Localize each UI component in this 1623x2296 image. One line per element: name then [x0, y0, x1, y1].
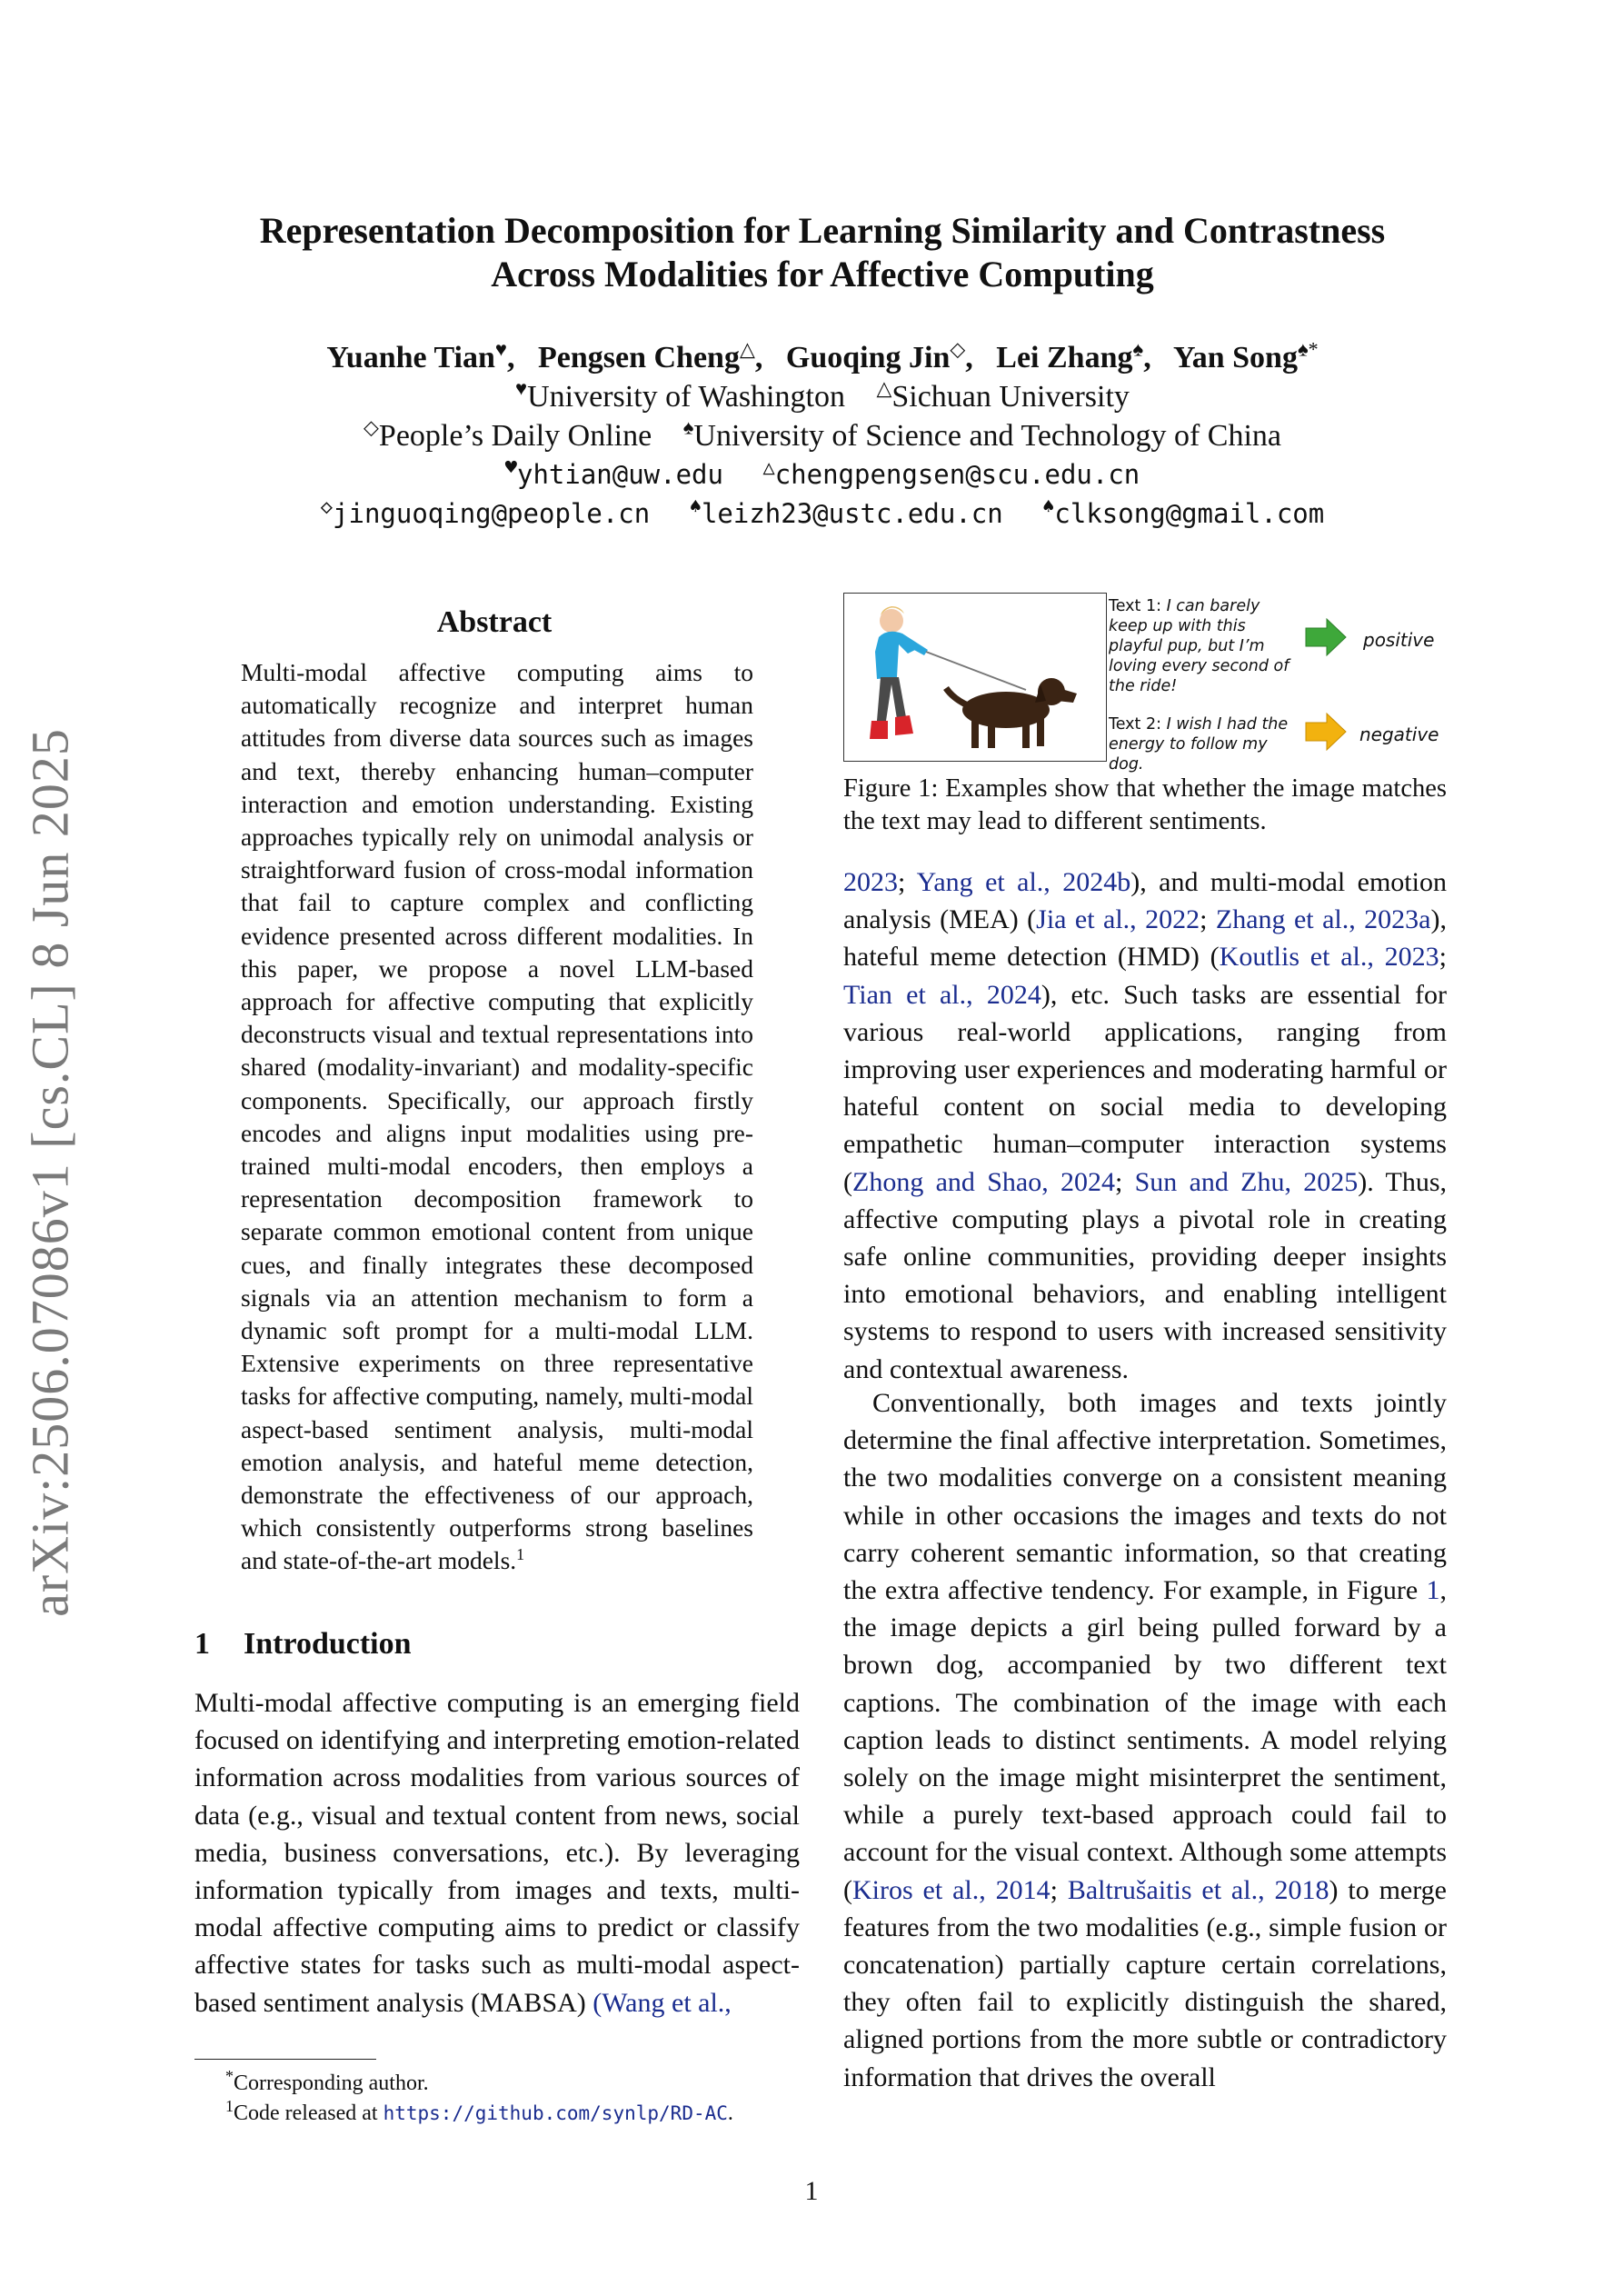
affiliation-row	[136, 377, 1508, 416]
author-name: Guoqing Jin	[785, 341, 951, 374]
paragraph-text: ), etc. Such tasks are essential for various real-world applications, ranging from improving user experiences and moderating harmful or hateful content on social media to developing empathetic human–computer interaction systems (	[843, 979, 1447, 1197]
citation-link[interactable]: Zhang et al., 2023a	[1215, 904, 1431, 935]
abstract-heading: Abstract	[436, 605, 553, 639]
affiliation-mark: ♠	[1042, 495, 1055, 519]
citation-link[interactable]: Koutlis et al., 2023	[1219, 942, 1439, 973]
author-block	[136, 338, 1508, 534]
affiliation: University of Washington	[527, 380, 845, 414]
citation-link[interactable]: Zhong and Shao, 2024	[852, 1166, 1115, 1197]
text-quote: I wish I had the energy to follow my dog.	[1109, 715, 1289, 774]
footnote-marker: *	[225, 2067, 234, 2085]
paragraph-text: ;	[1114, 1166, 1135, 1197]
paragraph-text: ), and multi-modal emotion analysis (MEA) (	[843, 867, 1447, 935]
text-label: Text 2:	[1109, 715, 1167, 734]
title-line-1: Representation Decomposition for Learning Similarity and Contrastness	[259, 210, 1386, 251]
paragraph-text: ) to merge features from the two modalities (e.g., simple fusion or concatenation) partially capture certain correlations, they often fail to explicitly distinguish the shared, aligned portions from the more subtle or contradictory information that drives the overall	[843, 1874, 1447, 2092]
affiliation-mark: ◇	[950, 337, 966, 361]
footnotes	[194, 2069, 812, 2129]
girl-dog-illustration	[844, 594, 1107, 762]
email-row	[136, 494, 1508, 534]
arxiv-identifier-text: arXiv:2506.07086v1 [cs.CL] 8 Jun 2025	[20, 728, 80, 1617]
citation-link[interactable]: Sun and Zhu, 2025	[1134, 1166, 1359, 1197]
email-row	[136, 455, 1508, 494]
paragraph-text: ;	[1200, 904, 1216, 935]
arxiv-identifier-stamp	[18, 691, 82, 1654]
paragraph-text: Multi-modal affective computing is an emerging field focused on identifying and interpreting emotion-related information across modalities from various sources of data (e.g., visual and textual content from news, social media, business conversations, etc.). By leveraging information typically from images and texts, multi-modal affective computing aims to predict or classify affective states for tasks such as multi-modal aspect-based sentiment analysis (MABSA)	[194, 1688, 800, 2018]
email: jinguoqing@people.cn	[333, 498, 651, 529]
author-name: Pengsen Cheng	[537, 341, 740, 374]
citation-link[interactable]: 1	[1426, 1575, 1440, 1606]
affiliation-mark: ♥	[504, 456, 517, 480]
email: chengpengsen@scu.edu.cn	[774, 459, 1140, 490]
paragraph-text: ;	[898, 867, 917, 897]
citation-link[interactable]: Jia et al., 2022	[1036, 904, 1200, 935]
intro-paragraph	[194, 1684, 800, 2021]
footnote-marker: 1	[516, 1545, 525, 1564]
citation-link[interactable]: Yang et al., 2024b	[916, 867, 1131, 897]
affiliation: People’s Daily Online	[378, 419, 652, 453]
paragraph-text: ), hateful meme detection (HMD) (	[843, 904, 1447, 973]
text-label: Text 1:	[1109, 597, 1167, 615]
figure-1	[843, 593, 1450, 774]
footnote-text: Corresponding author.	[234, 2071, 429, 2095]
affiliation-mark: ♥	[494, 337, 507, 361]
affiliation: Sichuan University	[891, 380, 1130, 414]
girl-walking-dog-image	[843, 593, 1107, 762]
figure-text-1	[1109, 596, 1298, 696]
section-heading-introduction	[194, 1627, 412, 1662]
negative-label: negative	[1359, 724, 1439, 745]
affiliation-row	[136, 416, 1508, 455]
author-name: Yan Song	[1172, 341, 1298, 374]
footnote-period: .	[727, 2101, 733, 2125]
citation-link[interactable]: (Wang et al.,	[592, 1987, 732, 2018]
affiliation-mark: △	[762, 456, 775, 480]
author-names: Yuanhe Tian♥, Pengsen Cheng△, Guoqing Jin◇, Lei Zhang♠, Yan Song♠*	[326, 337, 1319, 374]
affiliation-mark: △	[739, 337, 755, 361]
footnote-text: Code released at	[234, 2101, 383, 2125]
email: yhtian@uw.edu	[516, 459, 723, 490]
footnote-corresponding	[194, 2069, 812, 2099]
affiliation-mark: ♥	[515, 376, 528, 400]
paragraph-text: ;	[1050, 1874, 1068, 1905]
citation-link[interactable]: Baltrušaitis et al., 2018	[1067, 1874, 1329, 1905]
yellow-arrow-icon	[1305, 713, 1347, 751]
positive-label: positive	[1363, 629, 1435, 651]
affiliation-mark: ♠	[1132, 337, 1144, 361]
citation-link[interactable]: Kiros et al., 2014	[852, 1874, 1050, 1905]
paper-title	[136, 209, 1508, 296]
author-name: Lei Zhang	[996, 341, 1133, 374]
section-number: 1	[194, 1627, 210, 1661]
email: clksong@gmail.com	[1054, 498, 1325, 529]
text-quote: I can barely keep up with this playful pup, but I’m loving every second of the ride!	[1109, 597, 1289, 695]
right-column-paragraph-2	[843, 1384, 1447, 2096]
code-url-link[interactable]: https://github.com/synlp/RD-AC	[383, 2102, 728, 2124]
paragraph-text: , the image depicts a girl being pulled forward by a brown dog, accompanied by two different text captions. The combination of the image with each caption leads to distinct sentiments. A model relying solely on the image might misinterpret the sentiment, while a purely text-based approach could fail to account for the visual context. Although some attempts (	[843, 1575, 1447, 1905]
figure-text-2	[1109, 714, 1298, 774]
affiliation-mark: ◇	[320, 495, 334, 519]
affiliation-mark: ♠	[682, 415, 694, 439]
affiliation-mark: ♠*	[1297, 337, 1319, 361]
abstract-text	[241, 656, 753, 1578]
affiliation-mark: △	[876, 376, 892, 400]
right-column-paragraph-1	[843, 863, 1447, 1388]
title-line-2: Across Modalities for Affective Computing	[491, 254, 1154, 294]
author-name: Yuanhe Tian	[326, 341, 495, 374]
footnote-code	[194, 2099, 812, 2129]
footnote-rule	[194, 2059, 376, 2060]
abstract-body: Multi-modal affective computing aims to automatically recognize and interpret human attitudes from diverse data sources such as images and text, thereby enhancing human–computer interaction and emotion understanding. Existing approaches typically rely on unimodal analysis or straightforward fusion of cross-modal information that fail to capture complex and conflicting evidence presented across different modalities. In this paper, we propose a novel LLM-based approach for affective computing that explicitly deconstructs visual and textual representations into shared (modality-invariant) and modality-specific components. Specifically, our approach firstly encodes and aligns input modalities using pre-trained multi-modal encoders, then employs a representation decomposition framework to separate common emotional content from unique cues, and finally integrates these decomposed signals via an attention mechanism to form a dynamic soft prompt for a multi-modal LLM. Extensive experiments on three representative tasks for affective computing, namely, multi-modal aspect-based sentiment analysis, multi-modal emotion analysis, and hateful meme detection, demonstrate the effectiveness of our approach, which consistently outperforms strong baselines and state-of-the-art models.	[241, 658, 753, 1575]
affiliation: University of Science and Technology of China	[693, 419, 1282, 453]
paragraph-text: Conventionally, both images and texts jointly determine the final affective interpretation. Sometimes, the two modalities converge on a consistent meaning while in other occasions the images and texts do not carry coherent semantic information, so that creating the extra affective tendency. For example, in Figure	[843, 1388, 1447, 1606]
page-number: 1	[804, 2176, 819, 2206]
section-title: Introduction	[244, 1627, 412, 1661]
citation-link[interactable]: 2023	[843, 867, 898, 897]
green-arrow-icon	[1305, 618, 1347, 656]
footnote-marker: 1	[225, 2097, 234, 2115]
email: leizh23@ustc.edu.cn	[701, 498, 1003, 529]
affiliation-mark: ♠	[689, 495, 702, 519]
affiliation-mark: ◇	[363, 415, 379, 439]
citation-link[interactable]: Tian et al., 2024	[843, 979, 1041, 1010]
paragraph-text: ;	[1439, 942, 1447, 973]
paragraph-text: ). Thus, affective computing plays a pivotal role in creating safe online communities, providing deeper insights into emotional behaviors, and enabling intelligent systems to respond to users with increased sensitivity and contextual awareness.	[843, 1166, 1448, 1384]
figure-caption: Figure 1: Examples show that whether the image matches the text may lead to different sentiments.	[843, 774, 1447, 835]
